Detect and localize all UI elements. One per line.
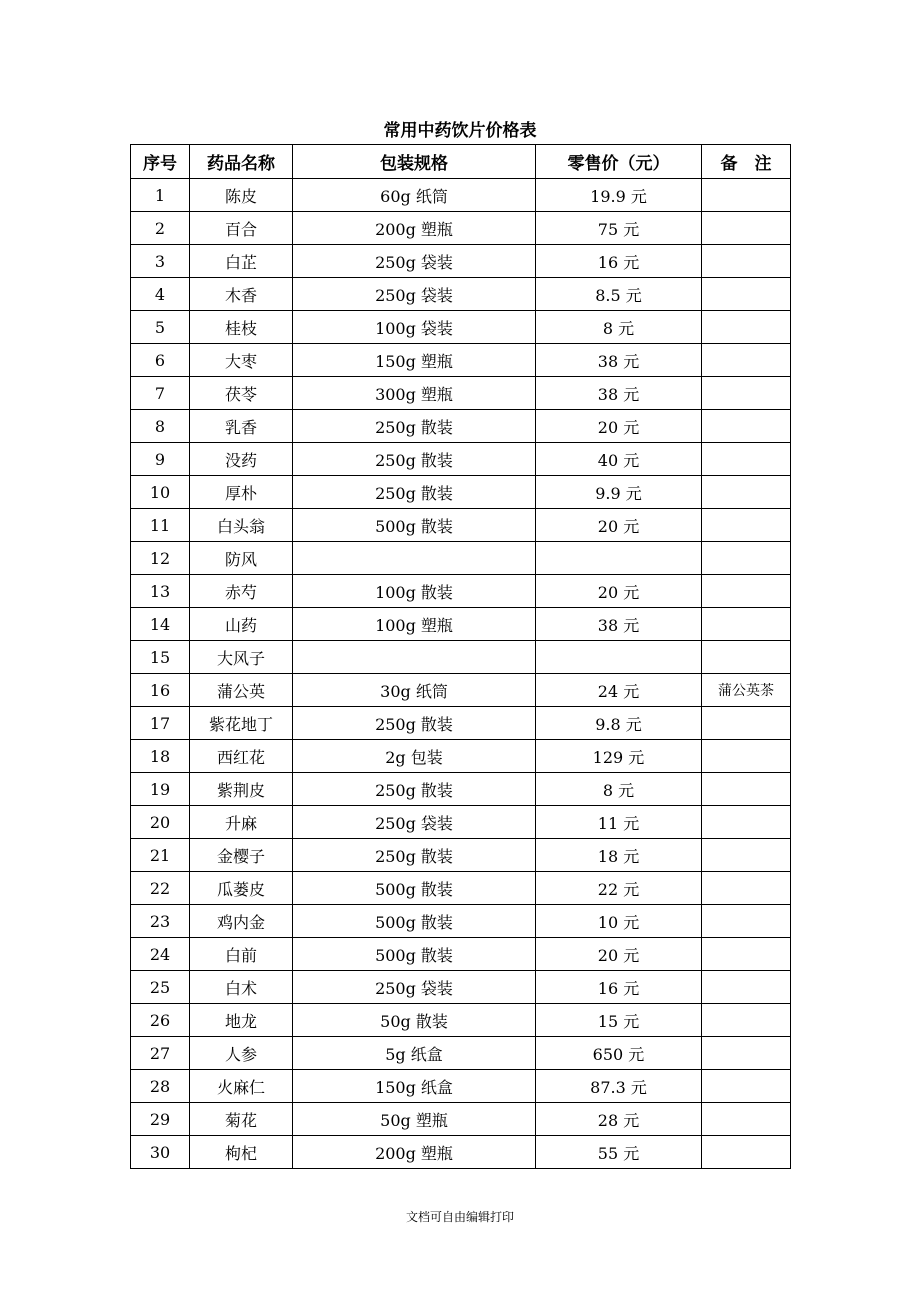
cell-name: 防风 [190,542,293,575]
cell-note [702,1103,791,1136]
cell-spec: 250g 散装 [293,476,536,509]
cell-price: 20 元 [536,509,702,542]
cell-spec: 100g 塑瓶 [293,608,536,641]
cell-name: 桂枝 [190,311,293,344]
cell-price: 87.3 元 [536,1070,702,1103]
cell-seq: 24 [131,938,190,971]
table-row [131,443,791,476]
cell-name: 大风子 [190,641,293,674]
table-row [131,1004,791,1037]
table-row [131,1103,791,1136]
cell-name: 蒲公英 [190,674,293,707]
cell-name: 瓜蒌皮 [190,872,293,905]
cell-spec: 100g 袋装 [293,311,536,344]
cell-spec: 250g 散装 [293,443,536,476]
cell-seq: 15 [131,641,190,674]
cell-spec: 250g 散装 [293,707,536,740]
cell-seq: 28 [131,1070,190,1103]
cell-name: 白前 [190,938,293,971]
cell-price: 20 元 [536,410,702,443]
header-seq: 序号 [131,145,190,179]
cell-note [702,773,791,806]
cell-note [702,806,791,839]
cell-note [702,179,791,212]
cell-seq: 25 [131,971,190,1004]
table-row [131,542,791,575]
cell-spec: 500g 散装 [293,509,536,542]
cell-name: 大枣 [190,344,293,377]
cell-note [702,311,791,344]
cell-seq: 12 [131,542,190,575]
cell-spec: 150g 纸盒 [293,1070,536,1103]
table-row [131,839,791,872]
cell-price: 8 元 [536,773,702,806]
table-row [131,410,791,443]
cell-spec: 30g 纸筒 [293,674,536,707]
cell-spec: 50g 塑瓶 [293,1103,536,1136]
cell-seq: 14 [131,608,190,641]
table-row [131,938,791,971]
cell-seq: 11 [131,509,190,542]
cell-price: 16 元 [536,971,702,1004]
cell-price: 38 元 [536,377,702,410]
table-row [131,179,791,212]
cell-spec [293,641,536,674]
cell-name: 乳香 [190,410,293,443]
cell-note [702,1037,791,1070]
table-row [131,740,791,773]
table-row [131,971,791,1004]
cell-price: 8.5 元 [536,278,702,311]
cell-seq: 19 [131,773,190,806]
table-row [131,476,791,509]
table-row [131,278,791,311]
cell-seq: 13 [131,575,190,608]
cell-seq: 3 [131,245,190,278]
cell-seq: 21 [131,839,190,872]
cell-note [702,212,791,245]
cell-name: 枸杞 [190,1136,293,1169]
table-row [131,608,791,641]
cell-seq: 23 [131,905,190,938]
header-price: 零售价（元） [536,145,702,179]
table-row [131,344,791,377]
cell-spec: 250g 袋装 [293,278,536,311]
cell-price: 55 元 [536,1136,702,1169]
page-title: 常用中药饮片价格表 [383,121,537,141]
table-row [131,806,791,839]
cell-price: 75 元 [536,212,702,245]
cell-spec: 2g 包装 [293,740,536,773]
cell-price: 9.8 元 [536,707,702,740]
cell-spec: 200g 塑瓶 [293,212,536,245]
table-row [131,377,791,410]
cell-spec: 250g 散装 [293,410,536,443]
cell-note [702,278,791,311]
cell-price: 24 元 [536,674,702,707]
cell-price: 38 元 [536,608,702,641]
cell-price: 10 元 [536,905,702,938]
cell-price [536,641,702,674]
cell-note [702,608,791,641]
cell-spec: 250g 袋装 [293,971,536,1004]
cell-note [702,410,791,443]
cell-seq: 10 [131,476,190,509]
cell-note [702,971,791,1004]
cell-price: 20 元 [536,938,702,971]
cell-note [702,1070,791,1103]
cell-name: 白术 [190,971,293,1004]
cell-name: 西红花 [190,740,293,773]
table-row [131,707,791,740]
cell-name: 山药 [190,608,293,641]
cell-note: 蒲公英茶 [702,674,791,707]
cell-spec: 200g 塑瓶 [293,1136,536,1169]
cell-note [702,707,791,740]
cell-price [536,542,702,575]
table-row [131,509,791,542]
cell-price: 16 元 [536,245,702,278]
cell-note [702,575,791,608]
cell-note [702,1004,791,1037]
cell-price: 129 元 [536,740,702,773]
cell-note [702,542,791,575]
table-row [131,674,791,707]
cell-seq: 4 [131,278,190,311]
cell-seq: 5 [131,311,190,344]
cell-seq: 17 [131,707,190,740]
cell-note [702,443,791,476]
table-row [131,1070,791,1103]
cell-seq: 26 [131,1004,190,1037]
cell-note [702,905,791,938]
cell-name: 百合 [190,212,293,245]
cell-seq: 7 [131,377,190,410]
cell-note [702,839,791,872]
table-row [131,905,791,938]
cell-note [702,641,791,674]
cell-price: 9.9 元 [536,476,702,509]
cell-price: 20 元 [536,575,702,608]
table-row [131,872,791,905]
table-body [131,179,791,1169]
cell-name: 茯苓 [190,377,293,410]
header-spec: 包装规格 [293,145,536,179]
cell-price: 15 元 [536,1004,702,1037]
cell-note [702,1136,791,1169]
cell-seq: 8 [131,410,190,443]
cell-seq: 1 [131,179,190,212]
cell-spec: 250g 散装 [293,773,536,806]
cell-seq: 29 [131,1103,190,1136]
cell-name: 升麻 [190,806,293,839]
cell-note [702,476,791,509]
cell-note [702,245,791,278]
cell-seq: 18 [131,740,190,773]
cell-spec: 5g 纸盒 [293,1037,536,1070]
cell-name: 紫花地丁 [190,707,293,740]
cell-name: 菊花 [190,1103,293,1136]
cell-spec: 60g 纸筒 [293,179,536,212]
cell-seq: 2 [131,212,190,245]
table-row [131,641,791,674]
cell-price: 40 元 [536,443,702,476]
cell-name: 紫荆皮 [190,773,293,806]
cell-name: 没药 [190,443,293,476]
cell-spec: 250g 袋装 [293,806,536,839]
cell-name: 白芷 [190,245,293,278]
cell-seq: 9 [131,443,190,476]
cell-name: 厚朴 [190,476,293,509]
cell-spec: 150g 塑瓶 [293,344,536,377]
cell-seq: 6 [131,344,190,377]
cell-spec: 300g 塑瓶 [293,377,536,410]
cell-name: 陈皮 [190,179,293,212]
price-table [130,144,791,1169]
header-name: 药品名称 [190,145,293,179]
cell-price: 38 元 [536,344,702,377]
cell-note [702,872,791,905]
cell-seq: 22 [131,872,190,905]
cell-spec: 500g 散装 [293,872,536,905]
cell-name: 金樱子 [190,839,293,872]
cell-price: 650 元 [536,1037,702,1070]
cell-price: 19.9 元 [536,179,702,212]
cell-seq: 30 [131,1136,190,1169]
cell-name: 人参 [190,1037,293,1070]
cell-note [702,938,791,971]
cell-spec: 500g 散装 [293,905,536,938]
cell-name: 地龙 [190,1004,293,1037]
header-note: 备 注 [702,145,791,179]
cell-name: 木香 [190,278,293,311]
cell-note [702,377,791,410]
table-row [131,212,791,245]
cell-price: 11 元 [536,806,702,839]
table-row [131,1037,791,1070]
cell-spec: 250g 袋装 [293,245,536,278]
table-row [131,575,791,608]
cell-spec [293,542,536,575]
cell-price: 28 元 [536,1103,702,1136]
cell-price: 8 元 [536,311,702,344]
cell-note [702,740,791,773]
cell-seq: 20 [131,806,190,839]
cell-note [702,344,791,377]
cell-spec: 500g 散装 [293,938,536,971]
table-row [131,311,791,344]
table-row [131,773,791,806]
cell-name: 赤芍 [190,575,293,608]
cell-price: 22 元 [536,872,702,905]
cell-name: 白头翁 [190,509,293,542]
cell-spec: 100g 散装 [293,575,536,608]
table-row [131,1136,791,1169]
cell-note [702,509,791,542]
cell-name: 鸡内金 [190,905,293,938]
cell-seq: 27 [131,1037,190,1070]
table-row [131,245,791,278]
cell-spec: 50g 散装 [293,1004,536,1037]
cell-name: 火麻仁 [190,1070,293,1103]
table-header-row [131,145,791,179]
cell-price: 18 元 [536,839,702,872]
footer-text: 文档可自由编辑打印 [405,1210,514,1224]
cell-spec: 250g 散装 [293,839,536,872]
cell-seq: 16 [131,674,190,707]
